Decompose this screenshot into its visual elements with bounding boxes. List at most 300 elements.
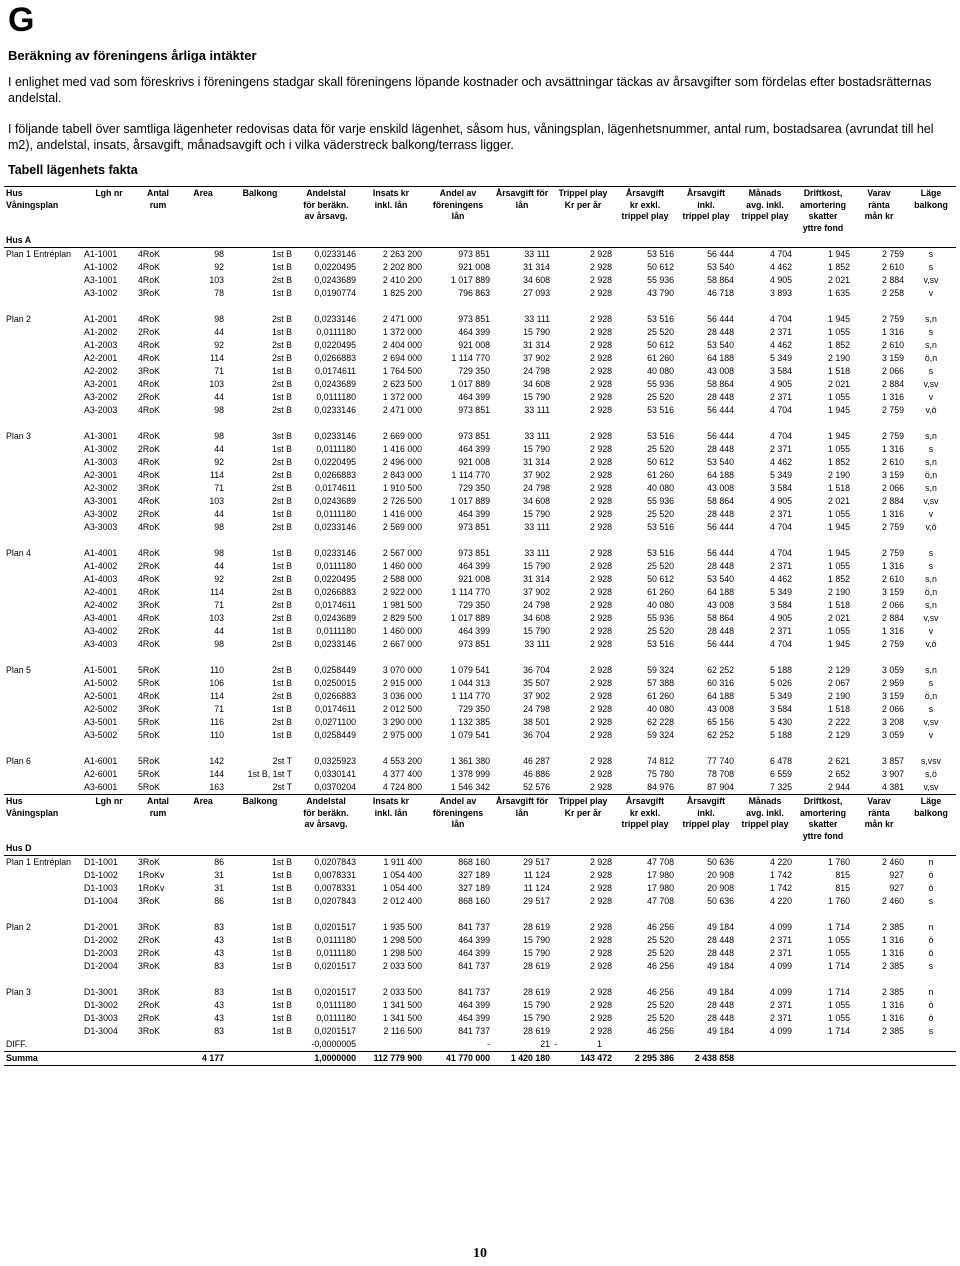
- table-cell: [492, 417, 552, 430]
- table-cell: [136, 742, 180, 755]
- rooms-cell: 4RoK: [138, 249, 161, 259]
- rooms-cell: 3RoK: [138, 961, 161, 971]
- monthly-fee-cell: 5 430: [769, 717, 792, 727]
- annual-fee-incl-cell: 53 540: [707, 340, 734, 350]
- deposit-cell: 1 460 000: [382, 626, 422, 636]
- triple-play-cell: 2 928: [589, 948, 612, 958]
- balcony-cell: 2st B: [271, 483, 292, 493]
- deposit-cell: 1 341 500: [382, 1000, 422, 1010]
- balcony-cell: 2st B: [271, 522, 292, 532]
- loan-fee-cell: 24 798: [523, 600, 550, 610]
- loan-share-cell: 1 114 770: [451, 691, 490, 701]
- table-cell: [136, 534, 180, 547]
- rooms-cell: 3RoK: [138, 288, 161, 298]
- balcony-direction-cell: s,n: [925, 457, 937, 467]
- monthly-fee-cell: 6 478: [769, 756, 792, 766]
- interest-cell: 1 316: [881, 561, 904, 571]
- balcony-direction-cell: ö: [928, 1000, 934, 1010]
- plan-cell: [4, 521, 82, 534]
- area-cell: 43: [214, 948, 224, 958]
- interest-cell: 2 759: [881, 522, 904, 532]
- plan-cell: [4, 960, 82, 973]
- plan-cell: [4, 716, 82, 729]
- triple-play-cell: 2 928: [589, 548, 612, 558]
- annual-fee-excl-cell: 50 612: [647, 574, 674, 584]
- table-cell: [906, 842, 956, 856]
- annual-fee-incl-cell: 56 444: [707, 522, 734, 532]
- plan-cell: [4, 768, 82, 781]
- operating-cost-cell: 2 021: [827, 613, 850, 623]
- deposit-cell: 2 471 000: [382, 405, 422, 415]
- plan-cell: [4, 482, 82, 495]
- apartment-number: A3-1001: [84, 275, 118, 285]
- annual-fee-incl-cell: 50 636: [707, 896, 734, 906]
- annual-fee-excl-cell: 25 520: [647, 392, 674, 402]
- apartment-number: D1-2004: [84, 961, 118, 971]
- deposit-cell: 1 341 500: [382, 1013, 422, 1023]
- loan-share-cell: 327 189: [458, 883, 490, 893]
- table-cell: [736, 1052, 794, 1066]
- rooms-cell: 4RoK: [138, 574, 161, 584]
- area-cell: 86: [214, 896, 224, 906]
- table-row: [4, 352, 956, 365]
- triple-play-cell: 2 928: [589, 366, 612, 376]
- balcony-direction-cell: v: [928, 392, 934, 402]
- balcony-cell: 2st B: [271, 574, 292, 584]
- loan-fee-cell: 15 790: [523, 444, 550, 454]
- triple-play-cell: 2 928: [589, 987, 612, 997]
- triple-play-cell: 2 928: [589, 457, 612, 467]
- table-cell: [82, 300, 136, 313]
- triple-play-cell: 2 928: [589, 275, 612, 285]
- loan-fee-cell: 11 124: [523, 883, 550, 893]
- operating-cost-cell: 2 190: [827, 470, 850, 480]
- table-row: [4, 378, 956, 391]
- monthly-fee-cell: 4 905: [769, 496, 792, 506]
- apartment-number: A1-1002: [84, 262, 118, 272]
- plan-cell: Plan 6: [6, 756, 31, 766]
- balcony-direction-cell: s: [928, 896, 934, 906]
- operating-cost-cell: 1 945: [827, 314, 850, 324]
- apartment-number: A2-5002: [84, 704, 118, 714]
- balcony-direction-cell: s,n: [925, 483, 937, 493]
- monthly-fee-cell: 2 371: [769, 561, 792, 571]
- interest-cell: 1 316: [881, 626, 904, 636]
- deposit-cell: 4 553 200: [382, 756, 422, 766]
- annual-fee-excl-cell: 25 520: [647, 935, 674, 945]
- loan-fee-cell: 24 798: [523, 366, 550, 376]
- column-header: Årsavgift kr exkl. trippel play: [614, 795, 676, 843]
- table-cell: [852, 742, 906, 755]
- share-cell: 0,0220495: [314, 340, 356, 350]
- annual-fee-excl-cell: 61 260: [647, 587, 674, 597]
- monthly-fee-cell: 2 371: [769, 935, 792, 945]
- interest-cell: 1 316: [881, 444, 904, 454]
- house-label: Hus D: [4, 842, 82, 856]
- annual-fee-incl-cell: 64 188: [707, 587, 734, 597]
- plan-cell: [4, 339, 82, 352]
- loan-share-cell: 1 132 385: [450, 717, 490, 727]
- monthly-fee-cell: 3 584: [769, 483, 792, 493]
- loan-share-cell: 464 399: [458, 1000, 490, 1010]
- apartment-table-body: [4, 187, 956, 1066]
- share-cell: 0,0174611: [315, 600, 356, 610]
- diff-triple-play-dash: -: [554, 1039, 557, 1049]
- loan-fee-cell: 15 790: [523, 561, 550, 571]
- table-house-row: [4, 234, 956, 248]
- apartment-number: A3-4003: [84, 639, 118, 649]
- annual-fee-incl-cell: 49 184: [707, 961, 734, 971]
- loan-share-cell: 464 399: [458, 444, 490, 454]
- table-row: [4, 612, 956, 625]
- table-row: [4, 664, 956, 677]
- triple-play-cell: 2 928: [589, 1000, 612, 1010]
- operating-cost-cell: 1 945: [827, 548, 850, 558]
- balcony-cell: 1st B, 1st T: [247, 769, 292, 779]
- table-cell: [492, 534, 552, 547]
- area-cell: 103: [209, 613, 224, 623]
- loan-fee-cell: 28 619: [523, 961, 550, 971]
- balcony-direction-cell: n: [928, 857, 934, 867]
- operating-cost-cell: 1 055: [827, 948, 850, 958]
- operating-cost-cell: 1 055: [827, 561, 850, 571]
- table-cell: [358, 300, 424, 313]
- balcony-cell: 1st B: [271, 987, 292, 997]
- monthly-fee-cell: 2 371: [769, 509, 792, 519]
- rooms-cell: 5RoK: [138, 769, 161, 779]
- balcony-cell: 2st B: [271, 457, 292, 467]
- balcony-cell: 1st B: [271, 249, 292, 259]
- annual-fee-excl-cell: 25 520: [647, 1013, 674, 1023]
- table-row: [4, 755, 956, 768]
- share-cell: 0,0201517: [314, 987, 356, 997]
- balcony-direction-cell: s: [928, 249, 934, 259]
- table-cell: [180, 908, 226, 921]
- apartment-number: A1-5002: [84, 678, 118, 688]
- annual-fee-incl-cell: 43 008: [707, 704, 734, 714]
- column-header: Läge balkong: [906, 795, 956, 843]
- plan-cell: [4, 287, 82, 300]
- deposit-cell: 1 372 000: [382, 327, 422, 337]
- plan-cell: Plan 5: [6, 665, 31, 675]
- share-cell: 0,0111180: [316, 935, 356, 945]
- area-cell: 43: [214, 935, 224, 945]
- column-header: Månads avg. inkl. trippel play: [736, 795, 794, 843]
- summa-share: 1,0000000: [294, 1052, 358, 1066]
- plan-cell: [4, 261, 82, 274]
- annual-fee-excl-cell: 55 936: [647, 613, 674, 623]
- apartment-number: D1-3004: [84, 1026, 118, 1036]
- plan-cell: [4, 560, 82, 573]
- annual-fee-excl-cell: 59 324: [647, 665, 674, 675]
- share-cell: 0,0271100: [315, 717, 356, 727]
- apartment-number: A1-6001: [84, 756, 118, 766]
- table-row: [4, 313, 956, 326]
- annual-fee-excl-cell: 50 612: [647, 340, 674, 350]
- annual-fee-excl-cell: 25 520: [647, 444, 674, 454]
- balcony-direction-cell: v,sv: [923, 782, 939, 792]
- loan-fee-cell: 24 798: [523, 483, 550, 493]
- table-cell: [794, 300, 852, 313]
- apartment-number: D1-2001: [84, 922, 118, 932]
- plan-cell: [4, 404, 82, 417]
- loan-fee-cell: 33 111: [524, 639, 550, 649]
- column-header: Andelstal för beräkn. av årsavg.: [294, 795, 358, 843]
- balcony-direction-cell: ö,n: [924, 587, 938, 597]
- area-cell: 103: [209, 379, 224, 389]
- share-cell: 0,0111180: [316, 626, 356, 636]
- balcony-cell: 1st B: [271, 1000, 292, 1010]
- table-spacer-row: [4, 300, 956, 313]
- balcony-direction-cell: s: [928, 548, 934, 558]
- monthly-fee-cell: 4 704: [769, 249, 792, 259]
- deposit-cell: 1 460 000: [382, 561, 422, 571]
- loan-share-cell: 1 079 541: [450, 730, 490, 740]
- area-cell: 114: [209, 691, 224, 701]
- monthly-fee-cell: 4 905: [769, 275, 792, 285]
- column-header: Varav ränta mån kr: [852, 795, 906, 843]
- apartment-number: A1-3001: [84, 431, 118, 441]
- balcony-direction-cell: v,sv: [923, 275, 939, 285]
- table-row: [4, 921, 956, 934]
- monthly-fee-cell: 6 559: [769, 769, 792, 779]
- loan-fee-cell: 36 704: [523, 730, 550, 740]
- balcony-cell: 2st B: [271, 600, 292, 610]
- monthly-fee-cell: 3 893: [769, 288, 792, 298]
- table-row: [4, 248, 956, 262]
- table-cell: [82, 417, 136, 430]
- table-cell: [852, 234, 906, 248]
- table-cell: [180, 417, 226, 430]
- share-cell: 0,0370204: [314, 782, 356, 792]
- table-cell: [852, 534, 906, 547]
- column-header: Insats kr inkl. lån: [358, 795, 424, 843]
- operating-cost-cell: 2 021: [827, 496, 850, 506]
- monthly-fee-cell: 4 099: [769, 1026, 792, 1036]
- balcony-cell: 3st B: [271, 431, 292, 441]
- interest-cell: 2 610: [881, 574, 904, 584]
- annual-fee-incl-cell: 28 448: [707, 1000, 734, 1010]
- table-cell: [552, 973, 614, 986]
- rooms-cell: 4RoK: [138, 470, 161, 480]
- area-cell: 44: [214, 392, 224, 402]
- loan-share-cell: 1 017 889: [450, 275, 490, 285]
- annual-fee-excl-cell: 53 516: [647, 405, 674, 415]
- share-cell: 0,0233146: [314, 548, 356, 558]
- monthly-fee-cell: 5 349: [769, 691, 792, 701]
- triple-play-cell: 2 928: [589, 1013, 612, 1023]
- table-cell: [82, 234, 136, 248]
- balcony-direction-cell: ö: [928, 948, 934, 958]
- diff-triple-play: [552, 1038, 614, 1052]
- triple-play-cell: 2 928: [589, 379, 612, 389]
- plan-cell: [4, 352, 82, 365]
- table-spacer-row: [4, 908, 956, 921]
- monthly-fee-cell: 4 704: [769, 548, 792, 558]
- loan-share-cell: 841 737: [458, 1026, 490, 1036]
- balcony-direction-cell: v,sv: [923, 717, 939, 727]
- table-cell: [358, 908, 424, 921]
- balcony-cell: 1st B: [271, 870, 292, 880]
- loan-share-cell: 921 008: [458, 340, 490, 350]
- balcony-direction-cell: s,vsv: [920, 756, 942, 766]
- plan-cell: [4, 573, 82, 586]
- table-cell: [552, 534, 614, 547]
- area-cell: 44: [214, 626, 224, 636]
- area-cell: 44: [214, 509, 224, 519]
- area-cell: 163: [209, 782, 224, 792]
- annual-fee-incl-cell: 43 008: [707, 366, 734, 376]
- monthly-fee-cell: 1 742: [769, 870, 792, 880]
- area-cell: 116: [209, 717, 224, 727]
- area-cell: 43: [214, 1013, 224, 1023]
- annual-fee-incl-cell: 53 540: [707, 574, 734, 584]
- annual-fee-incl-cell: 58 864: [707, 496, 734, 506]
- balcony-direction-cell: ö: [928, 870, 934, 880]
- interest-cell: 3 857: [881, 756, 904, 766]
- annual-fee-excl-cell: 74 812: [647, 756, 674, 766]
- apartment-number: A1-4002: [84, 561, 118, 571]
- operating-cost-cell: 1 945: [827, 431, 850, 441]
- table-cell: [614, 842, 676, 856]
- apartment-number: A2-5001: [84, 691, 118, 701]
- apartment-number: D1-1001: [84, 857, 118, 867]
- apartment-number: A3-3001: [84, 496, 118, 506]
- plan-cell: [4, 703, 82, 716]
- balcony-direction-cell: v,sv: [923, 496, 939, 506]
- loan-share-cell: 973 851: [458, 405, 490, 415]
- balcony-direction-cell: ö: [928, 1013, 934, 1023]
- share-cell: 0,0111180: [316, 327, 356, 337]
- triple-play-cell: 2 928: [589, 561, 612, 571]
- table-row: [4, 677, 956, 690]
- diff-loan: -: [487, 1039, 490, 1049]
- table-cell: [676, 417, 736, 430]
- loan-share-cell: 464 399: [458, 509, 490, 519]
- table-cell: [614, 742, 676, 755]
- table-cell: [82, 534, 136, 547]
- share-cell: 0,0266883: [314, 587, 356, 597]
- balcony-direction-cell: s: [928, 366, 934, 376]
- table-cell: [794, 1038, 852, 1052]
- balcony-direction-cell: s: [928, 561, 934, 571]
- deposit-cell: 2 033 500: [382, 987, 422, 997]
- share-cell: 0,0330141: [314, 769, 356, 779]
- summa-annual-excl: 2 295 386: [614, 1052, 676, 1066]
- rooms-cell: 2RoK: [138, 509, 161, 519]
- table-cell: [906, 908, 956, 921]
- rooms-cell: 2RoK: [138, 392, 161, 402]
- deposit-cell: 1 981 500: [382, 600, 422, 610]
- annual-fee-excl-cell: 46 256: [647, 961, 674, 971]
- column-header: Läge balkong: [906, 187, 956, 235]
- loan-fee-cell: 33 111: [524, 548, 550, 558]
- table-row: [4, 599, 956, 612]
- plan-cell: [4, 869, 82, 882]
- balcony-direction-cell: n: [928, 987, 934, 997]
- summa-area: 4 177: [180, 1052, 226, 1066]
- balcony-direction-cell: s,n: [925, 600, 937, 610]
- loan-share-cell: 464 399: [458, 327, 490, 337]
- rooms-cell: 4RoK: [138, 587, 161, 597]
- plan-cell: Plan 1 Entréplan: [6, 249, 72, 259]
- balcony-direction-cell: s,n: [925, 431, 937, 441]
- operating-cost-cell: 2 129: [827, 665, 850, 675]
- apartment-number: A1-4001: [84, 548, 118, 558]
- operating-cost-cell: 1 852: [827, 262, 850, 272]
- loan-fee-cell: 31 314: [523, 340, 550, 350]
- deposit-cell: 4 377 400: [382, 769, 422, 779]
- loan-fee-cell: 33 111: [524, 249, 550, 259]
- deposit-cell: 2 033 500: [382, 961, 422, 971]
- share-cell: 0,0207843: [314, 896, 356, 906]
- plan-cell: [4, 612, 82, 625]
- table-cell: [906, 234, 956, 248]
- interest-cell: 3 059: [881, 665, 904, 675]
- area-cell: 110: [209, 730, 224, 740]
- table-cell: [226, 1052, 294, 1066]
- balcony-direction-cell: v,ö: [925, 639, 937, 649]
- annual-fee-incl-cell: 43 008: [707, 600, 734, 610]
- area-cell: 92: [214, 262, 224, 272]
- share-cell: 0,0266883: [314, 353, 356, 363]
- table-cell: [552, 908, 614, 921]
- monthly-fee-cell: 4 704: [769, 431, 792, 441]
- apartment-number: D1-3003: [84, 1013, 118, 1023]
- annual-fee-excl-cell: 46 256: [647, 922, 674, 932]
- table-header-row: [4, 795, 956, 843]
- balcony-cell: 1st B: [271, 948, 292, 958]
- operating-cost-cell: 1 518: [827, 704, 850, 714]
- share-cell: 0,0233146: [314, 522, 356, 532]
- table-cell: [794, 234, 852, 248]
- loan-share-cell: 464 399: [458, 626, 490, 636]
- interest-cell: 1 316: [881, 948, 904, 958]
- deposit-cell: 2 496 000: [382, 457, 422, 467]
- annual-fee-incl-cell: 56 444: [707, 639, 734, 649]
- plan-cell: Plan 3: [6, 987, 31, 997]
- operating-cost-cell: 2 944: [827, 782, 850, 792]
- table-cell: [358, 651, 424, 664]
- interest-cell: 2 959: [881, 678, 904, 688]
- loan-fee-cell: 36 704: [523, 665, 550, 675]
- annual-fee-incl-cell: 62 252: [707, 730, 734, 740]
- apartment-number: D1-2002: [84, 935, 118, 945]
- operating-cost-cell: 815: [835, 883, 850, 893]
- table-row: [4, 895, 956, 908]
- diff-triple-play-value: 1: [596, 1039, 602, 1049]
- annual-fee-incl-cell: 64 188: [707, 353, 734, 363]
- monthly-fee-cell: 4 704: [769, 522, 792, 532]
- table-cell: [180, 234, 226, 248]
- loan-fee-cell: 15 790: [523, 1000, 550, 1010]
- balcony-cell: 1st B: [271, 704, 292, 714]
- loan-fee-cell: 24 798: [523, 704, 550, 714]
- interest-cell: 2 759: [881, 405, 904, 415]
- balcony-direction-cell: s: [928, 262, 934, 272]
- loan-fee-cell: 34 608: [523, 275, 550, 285]
- table-row: [4, 882, 956, 895]
- share-cell: 0,0220495: [314, 574, 356, 584]
- table-cell: [614, 1038, 676, 1052]
- operating-cost-cell: 1 518: [827, 483, 850, 493]
- table-cell: [136, 417, 180, 430]
- share-cell: 0,0111180: [316, 948, 356, 958]
- plan-cell: Plan 4: [6, 548, 31, 558]
- area-cell: 92: [214, 574, 224, 584]
- rooms-cell: 2RoK: [138, 626, 161, 636]
- apartment-number: A1-2003: [84, 340, 118, 350]
